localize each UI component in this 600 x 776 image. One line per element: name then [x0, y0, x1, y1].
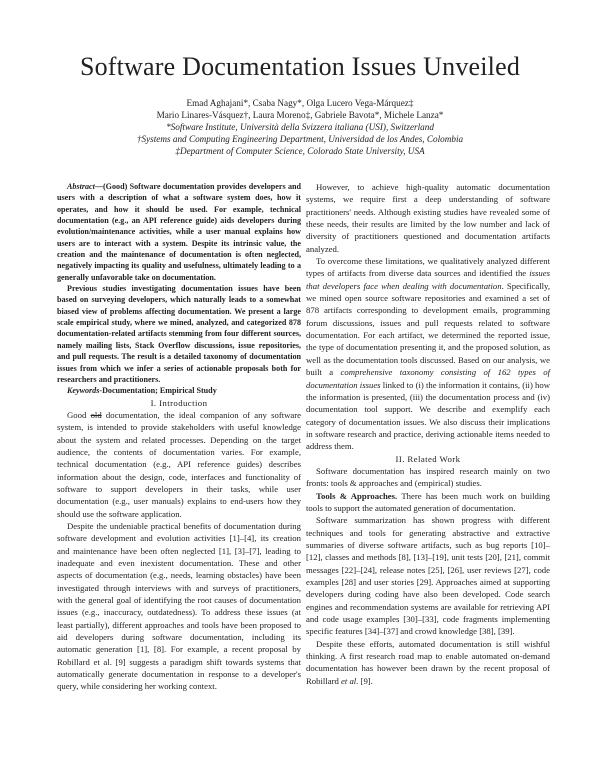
related-p4-part-b: [9]. [358, 675, 373, 686]
struck-word: old [90, 409, 102, 420]
intro-paragraph-1 [57, 409, 301, 520]
related-p4-emphasis: et al. [341, 675, 359, 686]
related-paragraph-2-text: There has been much work on building tools to support the automated generation of documentation. [306, 490, 550, 513]
affiliation-usi: *Software Institute, Università della Svizzera italiana (USI), Switzerland [166, 122, 434, 132]
intro-paragraph-1-text: documentation, the ideal companion of any software system, is intended to provide stakeholders with useful knowledge about the system and related processes. Depending on the target audience, the contents of documentation varies. For example, technical documentation (e.g., API reference guides) describes information about the design, code, interfaces and functionality of software to support developers in their tasks, while user documentation (e.g., user manuals) explains to end-users how they should use the software application. [57, 409, 301, 519]
affiliation-colorado: ‡Department of Computer Science, Colorado State University, USA [175, 146, 425, 156]
intro-paragraph-4 [306, 255, 550, 453]
keywords-text: -Documentation; Empirical Study [99, 386, 217, 396]
intro-p4-emphasis-2: comprehensive taxonomy consisting of 162 types of documentation issues [306, 367, 550, 390]
intro-p4-part-a: To overcome these limitations, we qualitatively analyzed different types of artifacts from diverse data sources and identified the [306, 256, 550, 279]
intro-paragraph-3: However, to achieve high-quality automatic documentation systems, we require first a deep understanding of software practitioners' needs. Although existing studies have revealed some of these needs, their results are limited by the low number and lack of diversity of practitioners questioned and documentation artifacts analyzed. [306, 182, 550, 254]
abstract-label: Abstract [67, 182, 95, 191]
intro-first-word: Good [67, 409, 87, 420]
keywords-label: Keywords [67, 386, 100, 396]
section-heading-introduction: I. Introduction [150, 397, 208, 408]
intro-p4-part-c: linked to (i) the information it contains, (ii) how the information is presented, (iii) the documentation process and (iv) documentation tool support. We describe and exemplify each category of documentation issues. We also discuss their implications in software research and practice, deriving actionable items needed to address them. [306, 379, 551, 452]
affiliation-andes: †Systems and Computing Engineering Department, Universidad de los Andes, Colombia [136, 134, 464, 144]
right-column [306, 181, 550, 687]
authors-line-2: Mario Linares-Vásquez†, Laura Moreno‡, Gabriele Bavota*, Michele Lanza* [156, 110, 444, 120]
related-paragraph-1: Software documentation has inspired research mainly on two fronts: tools & approaches and (empirical) studies. [306, 465, 550, 489]
abstract-paragraph-2: Previous studies investigating documentation issues have been based on surveying developers, which naturally leads to a somewhat biased view of problems affecting documentation. We present a large scale empirical study, where we mined, analyzed, and categorized 878 documentation-related artifacts stemming from four different sources, namely mailing lists, Stack Overflow discussions, issue repositories, and pull requests. The result is a detailed taxonomy of documentation issues from which we infer a series of actionable proposals both for researchers and practitioners. [57, 284, 301, 384]
keywords [57, 385, 301, 396]
left-column [57, 181, 301, 693]
related-p4-part-a: Despite these efforts, automated documentation is still wishful thinking. A first research road map to enable automated on-demand documentation has however been drawn by the recent proposal of Robillard [306, 638, 550, 686]
paper-title: Software Documentation Issues Unveiled [79, 52, 521, 81]
related-paragraph-3: Software summarization has shown progress with different techniques and tools for generating abstractive and extractive summaries of diverse software artifacts, such as bug reports [10]–[12], classes and methods [8], [13]–[19], unit tests [20], [21], commit messages [22]–[24], release notes [25], [26], user reviews [27], code examples [28] and user stories [29]. Approaches aimed at supporting developers during coding have also been developed. Code search engines and recommendation systems are available for retrieving API and code usage examples [30]–[33], code fragments implementing specific features [34]–[37] and crowd knowledge [38], [39]. [306, 515, 550, 637]
tools-approaches-heading: Tools & Approaches. [316, 490, 398, 501]
abstract [57, 181, 301, 385]
abstract-paragraph-1: —(Good) Software documentation provides developers and users with a description of what a software system does, how it operates, and how it should be used. For example, technical documentation (e.g., an API reference guide) aids developers during evolution/maintenance activities, while a user manual explains how users are to interact with a system. Despite its intrinsic value, the creation and the maintenance of documentation is often neglected, negatively impacting its quality and usefulness, ultimately leading to a generally unfavorable take on documentation. [57, 182, 301, 282]
intro-p4-part-b: . Specifically, we mined open source software repositories and examined a set of 878 artifacts corresponding to development emails, programming forum discussions, issues and pull requests related to software documentation. For each artifact, we determined the reported issue, the type of documentation presenting it, and the proposed solution, as well as the documentation tools discussed. Based on our analysis, we built a [306, 280, 550, 378]
section-heading-related-work: II. Related Work [395, 453, 461, 464]
intro-paragraph-2: Despite the undeniable practical benefits of documentation during software development and evolution activities [1]–[4], its creation and maintenance have been often neglected [1], [3]–[7], leading to inadequate and even inexistent documentation. These and other aspects of documentation (e.g., needs, learning obstacles) have been investigated through interviews with and surveys of practitioners, with the general goal of identifying the root causes of documentation issues (e.g., inaccuracy, outdatedness). To address these issues (at least partially), different approaches and tools have been proposed to aid developers during software documentation, including its automatic generation [1], [8]. For example, a recent proposal by Robillard et al. [9] suggests a paradigm shift towards systems that automatically generate documentation in response to a developer's query, while considering her working context. [57, 520, 301, 692]
intro-p4-emphasis-1: issues that developers face when dealing with documentation [306, 268, 550, 291]
related-paragraph-2 [306, 490, 550, 515]
related-paragraph-4 [306, 638, 550, 687]
authors-line-1: Emad Aghajani*, Csaba Nagy*, Olga Lucero Vega-Márquez‡ [186, 98, 414, 108]
